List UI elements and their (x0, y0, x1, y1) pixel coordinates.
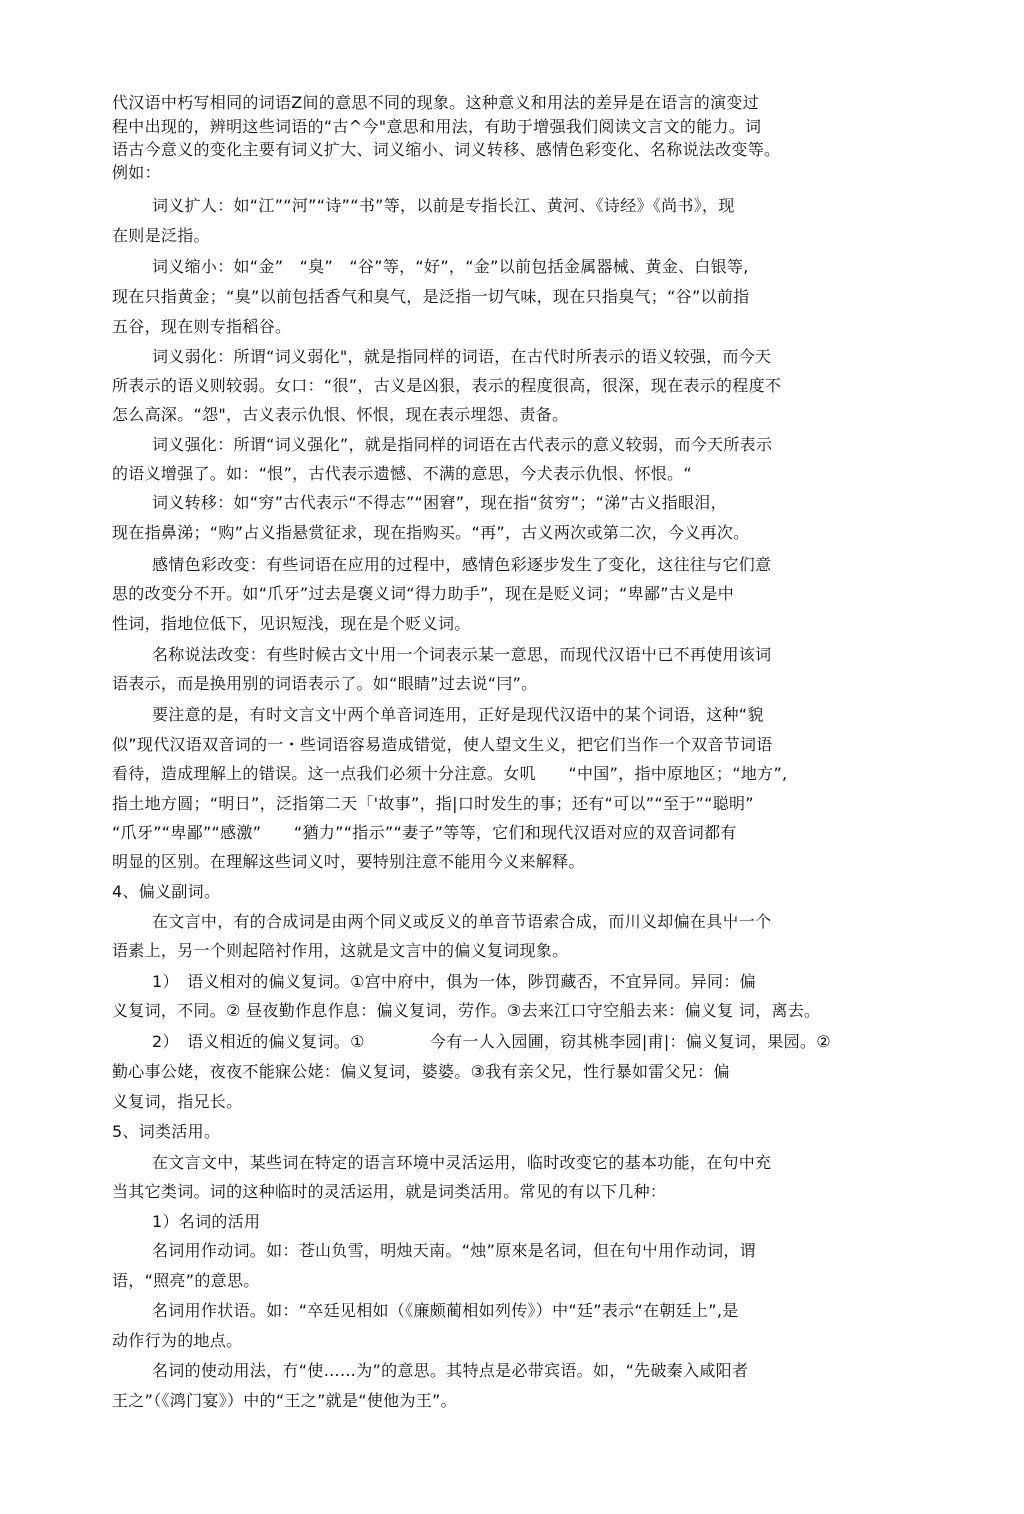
text-line: 当其它类词。词的这种临时的灵活运用，就是词类活用。常见的有以下几种： (112, 1182, 667, 1201)
text-line: 代汉语中朽写相同的词语Z间的意思不同的现象。这种意义和用法的差异是在语言的演变过 (112, 93, 759, 112)
text-line: 所表示的语义则较弱。女口：“很”，古义是凶狠，表示的程度很高，很深，现在表示的程度不 (112, 376, 782, 395)
text-line: 要注意的是，有时文言文屮两个单音词连用，正好是现代汉语中的某个词语，这种“貌 (152, 705, 764, 724)
text-line: 名词用作状语。如：“卒廷见相如（《廉颇蔺相如列传》）中“廷”表示“在朝廷上”,是 (152, 1301, 739, 1320)
text-line: 义复词，指兄长。 (112, 1092, 243, 1111)
text-line: 词义扩人：如“江”“河”“诗”“书”等，以前是专指长江、黄河、《诗经》《尚书》，现 (152, 196, 735, 215)
text-line: 1） 语义相对的偏义复词。①宫中府中，俱为一体，陟罚藏否，不宜异同。异同：偏 (152, 972, 756, 991)
text-line: 名词的使动用法，冇“使……为”的意思。其特点是必带宾语。如，“先破秦入咸阳者 (152, 1361, 749, 1380)
text-line: “爪牙”“卑鄙”“感激” “猶力”“指示”“妻子”等等，它们和现代汉语对应的双音词都有 (112, 823, 737, 842)
text-line: 现在只指黄金；“臭”以前包括香气和臭气，是泛指一切气味，现在只指臭气；“谷”以前指 (112, 287, 750, 306)
text-line: 在文言中，有的合成词是由两个同义或反义的单音节语索合成，而川义却偏在具屮一个 (152, 912, 772, 931)
text-line: 明显的区别。在理解这些词义吋，要特别注意不能用今义来解释。 (112, 852, 585, 871)
section-heading: 5、词类活用。 (112, 1122, 221, 1141)
text-line: 词义缩小：如“金” “臭” “谷”等，“好”，“金”以前包括金属器械、黄金、白银等, (152, 257, 749, 276)
text-line: 感情色彩改变：有些词语在应用的过程中，感情色彩逐步发生了变化，这往往与它们意 (152, 555, 772, 574)
text-line: 语古今意义的变化主要有词义扩大、词义缩小、词义转移、感情色彩变化、名称说法改变等。 (112, 140, 781, 159)
text-line: 怎么高深。“怨"，古义表示仇恨、怀恨，现在表示埋怨、责备。 (112, 405, 569, 424)
text-line: 看待，造成理解上的错误。这一点我们必须十分注意。女叽 “中国”，指中原地区；“地方”, (112, 764, 788, 783)
text-line: 义复词，不同。② 昼夜勤作息作息：偏义复词，劳作。③去来江口守空船去来：偏义复 词，离去。 (112, 1001, 821, 1020)
text-line: 词义弱化：所谓“词义弱化"，就是指同样的词语，在古代时所表示的语义较强，而今天 (152, 347, 772, 366)
text-line: 例如： (112, 163, 161, 182)
text-line: 勤心事公姥，夜夜不能寐公姥：偏义复词，婆婆。③我有亲父兄，性行暴如雷父兄：偏 (112, 1062, 730, 1081)
section-heading: 4、偏义副词。 (112, 882, 221, 901)
text-line: 性词，指地位低下，见识短浅，现在是个贬义词。 (112, 614, 471, 633)
text-line: 现在指鼻涕；“购”占义指悬赏征求，现在指购买。“再”，古义两次或第二次，今义再次。 (112, 523, 750, 542)
text-line: 在文言文中，某些词在特定的语言环境中灵活运用，临时改变它的基本功能，在句中充 (152, 1153, 772, 1172)
text-line: 程中出现的，辨明这些词语的“古^今"意思和用法，有助于增强我们阅读文言文的能力。词 (112, 117, 762, 136)
text-line: 思的改变分不开。如“爪牙”过去是褒义词“得力助手”，现在是贬义词；“卑鄙”古义是中 (112, 584, 735, 603)
text-line: 语，“照亮”的意思。 (112, 1271, 260, 1290)
text-line: 2） 语义相近的偏义复词。① 今有一人入园圃，窃其桃李园|甫|：偏义复词，果园。② (152, 1032, 831, 1051)
subsection-heading: 1）名词的活用 (152, 1212, 261, 1231)
text-line: 词义强化：所谓“词义强化”，就是指同样的词语在古代表示的意义较弱，而今天所表示 (152, 435, 773, 454)
text-line: 名称说法改变：有些时候古文屮用一个词表示某一意思，而现代汉语屮已不再使用该词 (152, 645, 772, 664)
text-line: 语素上，另一个则起陪衬作用，这就是文言中的偏义复词现象。 (112, 941, 569, 960)
text-line: 王之”（《鸿门宴》）中的“王之”就是“使他为王”。 (112, 1391, 457, 1410)
text-line: 似”现代汉语双音词的一・些词语容易造成错觉，使人望文生义，把它们当作一个双音节词语 (112, 735, 773, 754)
text-line: 词义转移：如“穷”古代表示“不得志”“困窘”，现在指“贫穷”；“涕”古义指眼泪， (152, 493, 727, 512)
text-line: 五谷，现在则专指稻谷。 (112, 317, 292, 336)
text-line: 指土地方圆；“明日”，泛指第二天「'故事”，指|口时发生的事；还有“可以”“至于”“聪明” (112, 794, 754, 813)
text-line: 动作行为的地点。 (112, 1331, 243, 1350)
text-line: 的语义增强了。如：“恨”，古代表示遗憾、不满的意思，今犬表示仇恨、怀恨。“ (112, 464, 692, 483)
text-line: 在则是泛指。 (112, 226, 210, 245)
text-line: 名词用作动词。如：苍山负雪，明烛天南。“烛”原來是名词，但在句屮用作动词，谓 (152, 1241, 756, 1260)
text-line: 语表示，而是换用别的词语表示了。如“眼睛”过去说“冃”。 (112, 674, 538, 693)
